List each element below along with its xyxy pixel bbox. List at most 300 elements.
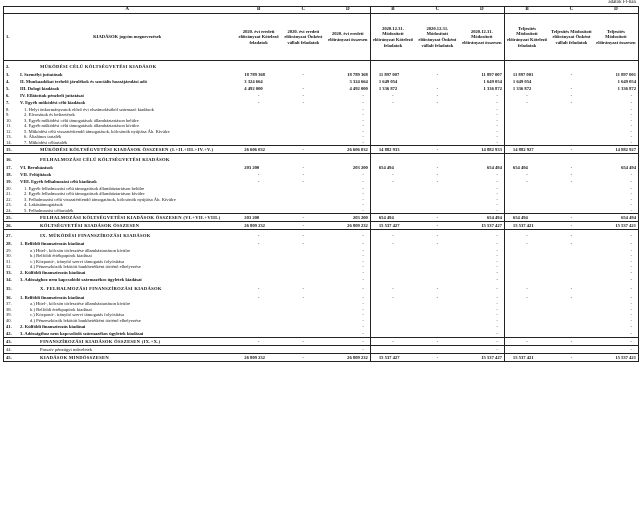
- value-cell: [236, 330, 281, 338]
- value-cell: [549, 79, 594, 86]
- value-cell: 14 882 933: [370, 146, 415, 154]
- value-cell: 1 336 872: [512, 86, 532, 92]
- value-cell: [326, 154, 371, 165]
- value-cell: 26 809 232: [236, 354, 281, 362]
- value-cell: -: [594, 93, 639, 100]
- value-cell: -: [326, 230, 371, 241]
- value-cell: -: [594, 100, 639, 107]
- value-cell: -: [460, 294, 505, 301]
- value-cell: -: [526, 179, 528, 185]
- value-cell: -: [549, 222, 594, 230]
- value-cell: -: [570, 241, 573, 247]
- value-cell: [236, 270, 281, 277]
- value-cell: 18 789 368: [244, 72, 265, 78]
- table-row: [4, 146, 639, 154]
- row-label: 2. Külföldi finanszírozás kiadásai: [20, 323, 86, 329]
- value-cell: 4 492 000: [244, 86, 263, 92]
- value-cell: 654 494: [504, 214, 549, 222]
- header-column: 2020.12.31. Módosított előirányzat Kötelező feladatok: [370, 14, 415, 61]
- value-cell: -: [436, 86, 439, 92]
- value-cell: -: [415, 338, 460, 346]
- value-cell: -: [594, 312, 639, 318]
- value-cell: -: [460, 230, 505, 241]
- row-number: 20.: [4, 186, 19, 192]
- value-cell: -: [460, 191, 505, 197]
- row-label: Passzív pénzügyi műveletek: [18, 346, 236, 354]
- value-cell: -: [460, 330, 505, 338]
- value-cell: -: [594, 129, 639, 135]
- table-body: [4, 61, 639, 362]
- value-cell: -: [257, 294, 260, 300]
- row-number: 15.: [4, 146, 19, 154]
- table-row: [4, 323, 639, 330]
- row-number: 27.: [4, 230, 19, 241]
- value-cell: -: [326, 284, 371, 295]
- value-cell: -: [460, 284, 505, 295]
- value-cell: [236, 154, 281, 165]
- value-cell: [415, 346, 460, 354]
- value-cell: -: [460, 112, 505, 118]
- row-label: c.) Központi-, irányító szervi támogatás folyósítása: [30, 258, 125, 264]
- value-cell: [549, 61, 594, 72]
- value-cell: 11 897 007: [378, 72, 400, 78]
- value-cell: -: [326, 191, 371, 197]
- row-number: 3.: [4, 72, 19, 79]
- row-label: a.) Hitel-, kölcsön törlesztése államháztartáson kívülre: [30, 301, 131, 307]
- value-cell: -: [594, 346, 639, 354]
- row-label: d.) Pénzeszközök lekötött bankbetétként történő elhelyezése: [30, 317, 141, 323]
- value-cell: -: [460, 318, 505, 324]
- value-cell: 26 606 032: [326, 146, 371, 154]
- row-number: 31.: [4, 259, 19, 265]
- value-cell: -: [460, 123, 505, 129]
- column-letter: D: [326, 7, 371, 14]
- value-cell: -: [460, 186, 505, 192]
- value-cell: -: [460, 346, 505, 354]
- value-cell: -: [594, 318, 639, 324]
- value-cell: -: [460, 241, 505, 248]
- value-cell: -: [436, 179, 439, 185]
- value-cell: -: [415, 354, 460, 362]
- value-cell: -: [460, 208, 505, 214]
- column-letter-blank: [4, 7, 19, 14]
- value-cell: -: [392, 172, 394, 178]
- value-cell: -: [460, 253, 505, 259]
- value-cell: -: [549, 338, 594, 346]
- value-cell: [549, 277, 594, 284]
- value-cell: -: [326, 93, 371, 100]
- value-cell: 654 494: [594, 165, 639, 172]
- row-number: 9.: [4, 112, 19, 118]
- table-row: [4, 86, 639, 93]
- value-cell: 203 200: [244, 165, 260, 171]
- header-column: Teljesítés Módosított előirányzat Önként vállalt feladatok: [549, 14, 594, 61]
- row-number: 43.: [4, 338, 19, 346]
- value-cell: 18 789 368: [326, 72, 371, 79]
- table-row: [4, 354, 639, 362]
- value-cell: -: [370, 338, 415, 346]
- value-cell: -: [326, 346, 371, 354]
- value-cell: 26 809 232: [236, 222, 281, 230]
- row-label: a.) Hitel-, kölcsön törlesztése államháztartáson kívülre: [30, 247, 131, 253]
- value-cell: -: [392, 232, 394, 238]
- row-number: 18.: [4, 172, 19, 179]
- value-cell: 15 537 427: [370, 354, 415, 362]
- value-cell: 1 649 054: [378, 79, 398, 85]
- row-label: FELHALMOZÁSI CÉLÚ KÖLTSÉGVETÉSI KIADÁSOK: [40, 156, 170, 162]
- row-label: KÖLTSÉGVETÉSI KIADÁSOK ÖSSZESEN: [18, 222, 236, 230]
- value-cell: -: [549, 214, 594, 222]
- value-cell: -: [326, 277, 371, 284]
- value-cell: -: [257, 93, 260, 99]
- row-number: 26.: [4, 222, 19, 230]
- value-cell: [594, 61, 639, 72]
- row-label: MŰKÖDÉSI KÖLTSÉGVETÉSI KIADÁSOK ÖSSZESEN (I.+II.+III.+IV.+V.): [18, 146, 236, 154]
- row-label: V. Egyéb működési célú kiadások: [20, 100, 86, 106]
- value-cell: -: [257, 179, 260, 185]
- row-label: 4. Egyéb működési célú támogatások államháztartáson kívülre: [24, 123, 139, 129]
- value-cell: [549, 270, 594, 277]
- value-cell: -: [415, 222, 460, 230]
- value-cell: -: [460, 118, 505, 124]
- value-cell: 654 494: [594, 214, 639, 222]
- value-cell: -: [326, 264, 371, 270]
- value-cell: -: [594, 248, 639, 254]
- value-cell: -: [594, 186, 639, 192]
- value-cell: -: [594, 264, 639, 270]
- row-number: 39.: [4, 312, 19, 318]
- value-cell: -: [436, 172, 439, 178]
- value-cell: [236, 323, 281, 330]
- value-cell: [549, 346, 594, 354]
- row-label: MŰKÖDÉSI CÉLÚ KÖLTSÉGVETÉSI KIADÁSOK: [40, 63, 157, 69]
- value-cell: -: [570, 286, 573, 292]
- row-number: 30.: [4, 253, 19, 259]
- row-number: 42.: [4, 330, 19, 338]
- value-cell: [326, 61, 371, 72]
- value-cell: -: [326, 129, 371, 135]
- value-cell: [460, 61, 505, 72]
- value-cell: -: [570, 100, 573, 106]
- row-label: 2. Elvonások és befizetések: [24, 112, 75, 118]
- row-label: 2. Külföldi finanszírozás kiadásai: [20, 270, 86, 276]
- value-cell: -: [460, 197, 505, 203]
- value-cell: -: [460, 307, 505, 313]
- table-row: [4, 338, 639, 346]
- header-column: Teljesítés Módosított előirányzat összesen: [594, 14, 639, 61]
- column-letter: C: [281, 7, 326, 14]
- value-cell: -: [549, 354, 594, 362]
- value-cell: 654 494: [512, 165, 528, 171]
- row-number: 12.: [4, 129, 19, 135]
- value-cell: -: [436, 241, 439, 247]
- value-cell: [504, 154, 549, 165]
- value-cell: -: [436, 72, 439, 78]
- value-cell: -: [326, 318, 371, 324]
- value-cell: -: [460, 301, 505, 307]
- value-cell: [281, 270, 326, 277]
- value-cell: [415, 330, 460, 338]
- value-cell: -: [302, 241, 305, 247]
- row-label: 6. Általános tartalék: [24, 134, 62, 140]
- row-label: 1. Belföldi finanszírozás kiadásai: [20, 294, 85, 300]
- value-cell: -: [570, 294, 573, 300]
- value-cell: -: [392, 93, 394, 99]
- value-cell: [415, 79, 460, 86]
- value-cell: -: [302, 86, 305, 92]
- value-cell: -: [594, 208, 639, 214]
- value-cell: -: [570, 86, 573, 92]
- row-number: 35.: [4, 284, 19, 295]
- value-cell: -: [326, 208, 371, 214]
- value-cell: [370, 346, 415, 354]
- table-row: [4, 93, 639, 100]
- value-cell: 26 606 032: [236, 146, 281, 154]
- value-cell: -: [257, 232, 260, 238]
- value-cell: -: [257, 286, 260, 292]
- column-letter-row: [4, 7, 639, 14]
- value-cell: 654 494: [460, 214, 505, 222]
- value-cell: -: [594, 307, 639, 313]
- value-cell: -: [594, 107, 639, 113]
- value-cell: -: [594, 294, 639, 301]
- value-cell: -: [570, 72, 573, 78]
- value-cell: -: [326, 107, 371, 113]
- value-cell: -: [415, 214, 460, 222]
- row-number: 41.: [4, 323, 19, 330]
- value-cell: [460, 154, 505, 165]
- value-cell: -: [594, 253, 639, 259]
- value-cell: -: [436, 165, 439, 171]
- value-cell: -: [436, 232, 439, 238]
- value-cell: -: [594, 134, 639, 140]
- value-cell: 15 537 421: [594, 354, 639, 362]
- value-cell: [549, 330, 594, 338]
- value-cell: -: [460, 270, 505, 277]
- value-cell: -: [570, 179, 573, 185]
- value-cell: [370, 323, 415, 330]
- value-cell: -: [326, 197, 371, 203]
- value-cell: [504, 323, 549, 330]
- value-cell: -: [326, 307, 371, 313]
- value-cell: 15 537 421: [504, 354, 549, 362]
- value-cell: -: [326, 134, 371, 140]
- value-cell: -: [302, 179, 305, 185]
- value-cell: 15 537 427: [460, 354, 505, 362]
- value-cell: -: [302, 286, 305, 292]
- value-cell: -: [594, 172, 639, 179]
- value-cell: -: [326, 112, 371, 118]
- row-label: III. Dologi kiadások: [20, 86, 60, 92]
- value-cell: -: [570, 172, 573, 178]
- value-cell: [281, 277, 326, 284]
- value-cell: -: [594, 323, 639, 330]
- table-row: [4, 79, 639, 86]
- value-cell: -: [281, 214, 326, 222]
- value-cell: -: [326, 172, 371, 179]
- value-cell: 11 897 007: [460, 72, 505, 79]
- table-row: [4, 230, 639, 241]
- value-cell: -: [236, 338, 281, 346]
- value-cell: 3 324 664: [326, 79, 371, 86]
- value-cell: -: [594, 259, 639, 265]
- value-cell: 203 200: [236, 214, 281, 222]
- table-row: [4, 214, 639, 222]
- row-number: 21.: [4, 191, 19, 197]
- value-cell: [281, 79, 326, 86]
- value-cell: -: [526, 286, 528, 292]
- value-cell: -: [570, 165, 573, 171]
- value-cell: 14 882 933: [460, 146, 505, 154]
- value-cell: 654 494: [460, 165, 505, 172]
- value-cell: 15 537 421: [594, 222, 639, 230]
- value-cell: [370, 270, 415, 277]
- value-cell: -: [326, 140, 371, 146]
- value-cell: 1 336 872: [460, 86, 505, 93]
- value-cell: [504, 61, 549, 72]
- value-cell: -: [326, 330, 371, 338]
- value-cell: -: [326, 259, 371, 265]
- row-label: c.) Központi-, irányító szervi támogatás folyósítása: [30, 312, 125, 318]
- value-cell: -: [594, 179, 639, 186]
- table-row: [4, 72, 639, 79]
- row-number: 36.: [4, 294, 19, 301]
- value-cell: -: [594, 140, 639, 146]
- value-cell: -: [570, 93, 573, 99]
- value-cell: -: [460, 134, 505, 140]
- table-row: [4, 346, 639, 354]
- value-cell: -: [326, 179, 371, 186]
- row-label: 7. Működési céltartalék: [24, 139, 68, 145]
- row-label: 1. Helyi önkormányzatok előző évi elszámolásából származó kiadások: [24, 106, 154, 112]
- value-cell: 26 809 232: [326, 222, 371, 230]
- value-cell: [504, 330, 549, 338]
- value-cell: -: [392, 179, 394, 185]
- row-label: 4. Lakástámogatások: [24, 202, 63, 208]
- table-row: [4, 241, 639, 248]
- value-cell: -: [460, 140, 505, 146]
- value-cell: 203 200: [326, 214, 371, 222]
- value-cell: -: [526, 241, 528, 247]
- value-cell: 654 494: [378, 165, 394, 171]
- value-cell: -: [326, 123, 371, 129]
- value-cell: [549, 323, 594, 330]
- value-cell: [370, 61, 415, 72]
- value-cell: -: [326, 253, 371, 259]
- row-number: 23.: [4, 202, 19, 208]
- value-cell: 1 336 872: [594, 86, 639, 93]
- value-cell: 15 537 427: [370, 222, 415, 230]
- value-cell: [281, 61, 326, 72]
- value-cell: 14 882 927: [504, 146, 549, 154]
- value-cell: 11 897 001: [594, 72, 639, 79]
- value-cell: -: [460, 129, 505, 135]
- value-cell: [504, 346, 549, 354]
- row-label: b.) Belföldi értékpapírok kiadásai: [30, 253, 92, 259]
- value-cell: -: [504, 338, 549, 346]
- row-number: 32.: [4, 264, 19, 270]
- value-cell: -: [302, 165, 305, 171]
- row-number: 44.: [4, 346, 19, 354]
- value-cell: -: [526, 172, 528, 178]
- value-cell: [236, 277, 281, 284]
- row-number: 14.: [4, 140, 19, 146]
- header-column: Teljesítés Módosított előirányzat Kötelező feladatok: [504, 14, 549, 61]
- row-label: VI. Beruházások: [20, 165, 53, 171]
- table-row: [4, 61, 639, 72]
- value-cell: 14 882 927: [594, 146, 639, 154]
- value-cell: -: [326, 338, 371, 346]
- row-number: 22.: [4, 197, 19, 203]
- value-cell: [281, 346, 326, 354]
- value-cell: 15 537 427: [460, 222, 505, 230]
- row-number: 19.: [4, 179, 19, 186]
- row-number: 10.: [4, 118, 19, 124]
- row-label: X. FELHALMOZÁSI FINANSZÍROZÁSI KIADÁSOK: [40, 286, 162, 292]
- row-label: 3. Adóssághoz nem kapcsolódó származékos ügyletek kiadásai: [20, 277, 142, 283]
- row-label: II. Munkaadókat terhelő járulékok és szociális hozzájárulási adó: [20, 79, 147, 85]
- row-number: 17.: [4, 165, 19, 172]
- value-cell: -: [526, 100, 528, 106]
- column-letter: B: [504, 7, 549, 14]
- row-number: 2.: [4, 61, 19, 72]
- value-cell: -: [594, 202, 639, 208]
- row-label: IX. MŰKÖDÉSI FINANSZÍROZÁSI KIADÁSOK: [40, 232, 151, 238]
- row-label: 5. Felhalmozási céltartalék: [24, 207, 74, 213]
- value-cell: [236, 61, 281, 72]
- row-number: 34.: [4, 277, 19, 284]
- value-cell: -: [302, 72, 305, 78]
- value-cell: -: [326, 312, 371, 318]
- column-letter: D: [460, 7, 505, 14]
- value-cell: -: [436, 294, 439, 300]
- value-cell: [370, 330, 415, 338]
- value-cell: -: [594, 330, 639, 338]
- value-cell: -: [594, 241, 639, 248]
- row-number: 24.: [4, 208, 19, 214]
- table-row: [4, 154, 639, 165]
- table-row: [4, 100, 639, 107]
- row-label: VIII. Egyéb felhalmozási célú kiadások: [20, 179, 97, 185]
- value-cell: -: [436, 286, 439, 292]
- value-cell: -: [594, 284, 639, 295]
- value-cell: -: [594, 118, 639, 124]
- row-number: 25.: [4, 214, 19, 222]
- value-cell: -: [302, 93, 305, 99]
- value-cell: 1 649 054: [594, 79, 639, 86]
- value-cell: -: [392, 241, 394, 247]
- value-cell: -: [460, 100, 505, 107]
- table-row: [4, 222, 639, 230]
- value-cell: -: [326, 294, 371, 301]
- value-cell: 15 537 421: [504, 222, 549, 230]
- value-cell: -: [326, 118, 371, 124]
- row-label: KIADÁSOK MINDÖSSZESEN: [18, 354, 236, 362]
- header-column: 2020. évi eredeti előirányzat összesen: [326, 14, 371, 61]
- table-row: [4, 270, 639, 277]
- value-cell: -: [436, 93, 439, 99]
- value-cell: 654 494: [370, 214, 415, 222]
- value-cell: -: [281, 354, 326, 362]
- value-cell: [504, 270, 549, 277]
- value-cell: [281, 330, 326, 338]
- value-cell: -: [594, 197, 639, 203]
- value-cell: -: [415, 146, 460, 154]
- row-label: 5. Működési célú visszatérítendő támogatások, kölcsönök nyújtása Áh. Kívülre: [24, 128, 170, 134]
- value-cell: 1 649 054: [512, 79, 532, 85]
- value-cell: -: [460, 179, 505, 186]
- row-number: 6.: [4, 93, 19, 100]
